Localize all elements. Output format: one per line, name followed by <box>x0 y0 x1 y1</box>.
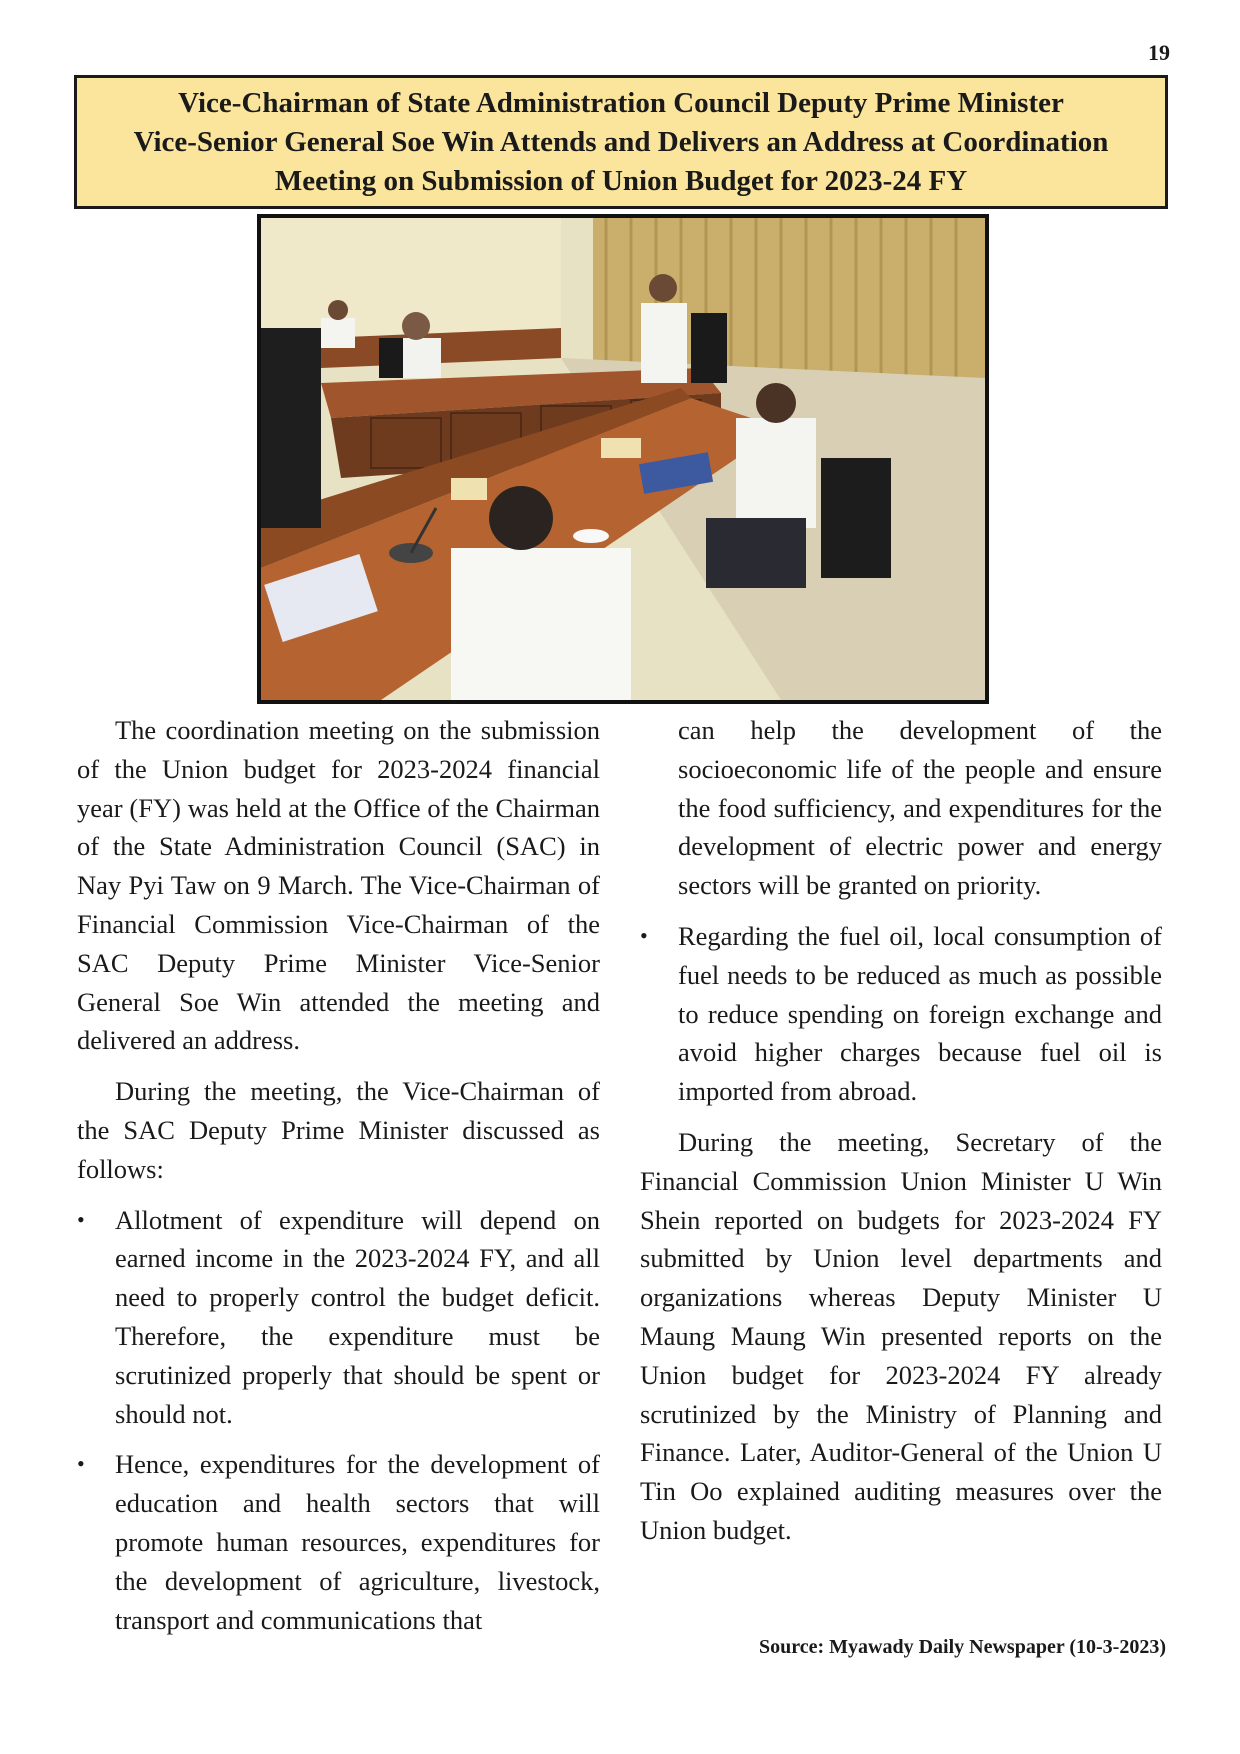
bullet-icon: • <box>640 922 648 948</box>
meeting-photo-illustration <box>261 218 985 700</box>
tissue-box-2 <box>451 478 487 500</box>
bullet-text: Regarding the fuel oil, local consumption of fuel needs to be reduced as much as possible to reduce spending on foreign exchange and avoid higher charges because fuel oil is imported from abroad. <box>678 920 1162 1107</box>
monitor <box>261 328 321 528</box>
bullet-text: Hence, expenditures for the development of education and health sectors that will promote human resources, expenditures for the development of agriculture, livestock, transport and communications that <box>115 1449 600 1635</box>
meeting-photo <box>257 214 989 704</box>
discussion-points-list-continued <box>640 917 1162 1111</box>
title-line-2: Vice-Senior General Soe Win Attends and Delivers an Address at Coordination <box>133 125 1109 158</box>
left-column <box>77 711 600 1651</box>
list-item <box>77 1445 600 1639</box>
plate <box>573 529 609 543</box>
source-citation: Source: Myawady Daily Newspaper (10-3-2023) <box>758 1636 1166 1658</box>
list-item <box>640 917 1162 1111</box>
right-column <box>640 711 1162 1562</box>
tissue-box <box>601 438 641 458</box>
page-number: 19 <box>1148 40 1170 65</box>
title-line-1: Vice-Chairman of State Administration Council Deputy Prime Minister <box>178 86 1064 119</box>
list-item <box>77 1201 600 1434</box>
intro-paragraph: The coordination meeting on the submission of the Union budget for 2023-2024 financial year (FY) was held at the Office of the Chairman of the State Administration Council (SAC) in Nay Pyi Taw on 9 March. The Vice-Chairman of Financial Commission Vice-Chairman of the SAC Deputy Prime Minister Vice-Senior General Soe Win attended the meeting and delivered an address. <box>77 715 600 1056</box>
discussion-intro-paragraph: During the meeting, the Vice-Chairman of the SAC Deputy Prime Minister discussed as follows: <box>77 1076 600 1184</box>
title-line-3: Meeting on Submission of Union Budget for 2023-24 FY <box>274 164 968 197</box>
bullet-text: Allotment of expenditure will depend on earned income in the 2023-2024 FY, and all need to properly control the budget deficit. Therefore, the expenditure must be scrutinized properly that should be spent or should not. <box>115 1204 600 1429</box>
bullet-continuation: can help the development of the socioeconomic life of the people and ensure the food sufficiency, and expenditures for the development of electric power and energy sectors will be granted on priority. <box>678 715 1162 901</box>
report-paragraph: During the meeting, Secretary of the Financial Commission Union Minister U Win Shein reported on budgets for 2023-2024 FY submitted by Union level departments and organizations whereas Deputy Minister U Maung Maung Win presented reports on the Union budget for 2023-2024 FY already scrutinized by the Ministry of Planning and Finance. Later, Auditor-General of the Union U Tin Oo explained auditing measures over the Union budget. <box>640 1126 1162 1545</box>
bullet-icon: • <box>77 1206 85 1232</box>
discussion-points-list <box>77 1201 600 1640</box>
bullet-icon: • <box>77 1451 85 1477</box>
article-title-box <box>74 75 1168 209</box>
